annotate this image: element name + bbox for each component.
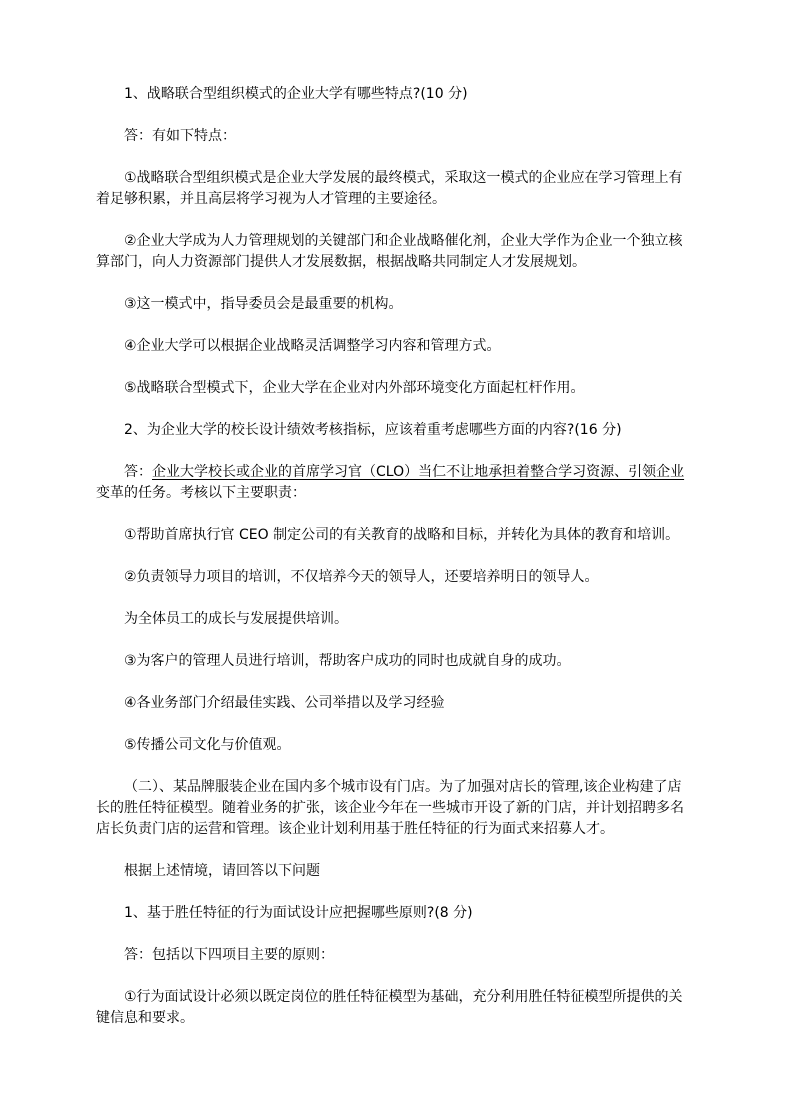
text-run: 答：: [124, 464, 152, 480]
paragraph: [96, 126, 693, 147]
text-run: ③为客户的管理人员进行培训，帮助客户成功的同时也成就自身的成功。: [124, 653, 571, 669]
text-run: 答：包括以下四项目主要的原则：: [124, 947, 334, 963]
text-run: ②企业大学成为人力管理规划的关键部门和企业战略催化剂，企业大学作为企业一个独立核算部门，向人力资源部门提供人才发展数据，根据战略共同制定人才发展规划。: [96, 233, 683, 270]
paragraph: [96, 861, 693, 882]
paragraph: [96, 651, 693, 672]
paragraph: [96, 903, 693, 924]
text-run: ④各业务部门介绍最佳实践、公司举措以及学习经验: [124, 695, 445, 711]
text-run: 1、基于胜任特征的行为面试设计应把握哪些原则?(8 分): [124, 905, 473, 921]
paragraph: [96, 987, 693, 1029]
text-run: ①帮助首席执行官 CEO 制定公司的有关教育的战略和目标，并转化为具体的教育和培训。: [124, 527, 680, 543]
paragraph: [96, 378, 693, 399]
paragraph: [96, 336, 693, 357]
text-run: 答：有如下特点：: [124, 128, 236, 144]
text-run: 1、战略联合型组织模式的企业大学有哪些特点?(10 分): [124, 86, 468, 102]
paragraph: [96, 168, 693, 210]
paragraph: [96, 294, 693, 315]
paragraph: [96, 462, 693, 504]
paragraph: [96, 525, 693, 546]
text-run: ④企业大学可以根据企业战略灵活调整学习内容和管理方式。: [124, 338, 501, 354]
paragraph: [96, 693, 693, 714]
document-body: [96, 84, 693, 1050]
text-run: ②负责领导力项目的培训，不仅培养今天的领导人，还要培养明日的领导人。: [124, 569, 599, 585]
paragraph: [96, 84, 693, 105]
text-run: 根据上述情境，请回答以下问题: [124, 863, 320, 879]
text-run: ①战略联合型组织模式是企业大学发展的最终模式，采取这一模式的企业应在学习管理上有着足够积累，并且高层将学习视为人才管理的主要途径。: [96, 170, 683, 207]
text-run: ⑤传播公司文化与价值观。: [124, 737, 291, 753]
underlined-text: 企业大学校长或企业的首席学习官（CLO）当仁不让地承担着整合学习资源、引领企业: [152, 464, 685, 480]
text-run: 为全体员工的成长与发展提供培训。: [124, 611, 348, 627]
text-run: 2、为企业大学的校长设计绩效考核指标，应该着重考虑哪些方面的内容?(16 分): [124, 422, 622, 438]
text-run: 变革的任务。考核以下主要职责：: [96, 485, 306, 501]
paragraph: [96, 945, 693, 966]
text-run: ③这一模式中，指导委员会是最重要的机构。: [124, 296, 403, 312]
text-run: ①行为面试设计必须以既定岗位的胜任特征模型为基础，充分利用胜任特征模型所提供的关键信息和要求。: [96, 989, 683, 1026]
text-run: （二）、某品牌服装企业在国内多个城市设有门店。为了加强对店长的管理,该企业构建了店长的胜任特征模型。随着业务的扩张，该企业今年在一些城市开设了新的门店，并计划招聘多名店长负责门店的运营和管理。该企业计划利用基于胜任特征的行为面式来招募人才。: [96, 779, 684, 837]
paragraph: [96, 231, 693, 273]
paragraph: [96, 420, 693, 441]
paragraph: [96, 777, 693, 840]
text-run: ⑤战略联合型模式下，企业大学在企业对内外部环境变化方面起杠杆作用。: [124, 380, 585, 396]
paragraph: [96, 567, 693, 588]
paragraph: [96, 735, 693, 756]
paragraph: [96, 609, 693, 630]
